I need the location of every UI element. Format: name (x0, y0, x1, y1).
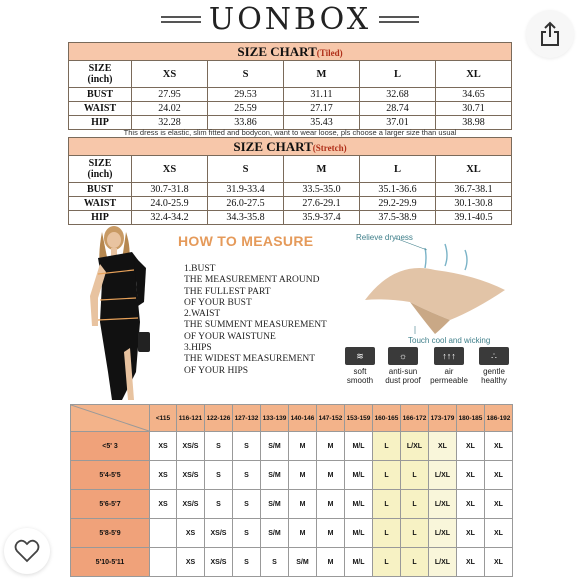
size-cell: L (401, 461, 429, 490)
height-label: 5'6-5'7 (71, 490, 150, 519)
size-cell: M (317, 548, 345, 577)
table-row (69, 88, 512, 102)
size-col: XL (436, 61, 512, 88)
fit-note: This dress is elastic, slim fitted and bodycon, want to wear loose, pls choose a larger size than usual (123, 128, 457, 137)
cell: 37.5-38.9 (360, 211, 436, 225)
size-cell: S (205, 432, 233, 461)
cell: 37.01 (360, 116, 436, 130)
brand-name: UONBOX (208, 1, 372, 37)
size-chart-stretch (68, 137, 512, 225)
size-cell: M (289, 461, 317, 490)
size-cell: L (401, 490, 429, 519)
feature-anti-sun (383, 347, 423, 385)
size-cell: L (401, 519, 429, 548)
size-cell: XL (429, 432, 457, 461)
size-cell: L/XL (429, 490, 457, 519)
size-cell: XL (457, 490, 485, 519)
cell: 34.65 (436, 88, 512, 102)
cell: 24.02 (132, 102, 208, 116)
size-cell: L (401, 548, 429, 577)
cell: 33.5-35.0 (284, 183, 360, 197)
share-icon (539, 21, 561, 47)
size-cell: M (317, 490, 345, 519)
size-cell: S (233, 519, 261, 548)
cell: 38.98 (436, 116, 512, 130)
cell: 24.0-25.9 (132, 197, 208, 211)
cell: 33.86 (208, 116, 284, 130)
size-cell: L (373, 461, 401, 490)
cell: 35.1-36.6 (360, 183, 436, 197)
row-label: WAIST (69, 197, 132, 211)
size-cell: XS/S (205, 548, 233, 577)
size-cell: L (373, 432, 401, 461)
dots-icon: ∴ (479, 347, 509, 365)
sun-icon: ☼ (388, 347, 418, 365)
size-cell: XS/S (177, 490, 205, 519)
size-cell: L (373, 519, 401, 548)
cell: 39.1-40.5 (436, 211, 512, 225)
size-cell: M (289, 490, 317, 519)
feature-line: dust proof (385, 376, 421, 385)
size-cell: M (317, 519, 345, 548)
cell: 32.68 (360, 88, 436, 102)
cell: 30.1-30.8 (436, 197, 512, 211)
cell: 26.0-27.5 (208, 197, 284, 211)
size-cell: S (261, 548, 289, 577)
size-cell: XL (485, 519, 513, 548)
feature-soft-smooth (342, 347, 378, 385)
size-header-row (69, 156, 512, 183)
cell: 27.95 (132, 88, 208, 102)
row-label: BUST (69, 88, 132, 102)
measure-line: THE MEASUREMENT AROUND (184, 275, 320, 286)
feature-air-permeable (428, 347, 470, 385)
weight-col: 153-159 (345, 405, 373, 432)
size-col: XS (132, 61, 208, 88)
cell: 27.17 (284, 102, 360, 116)
cell: 35.43 (284, 116, 360, 130)
height-label: 5'4-5'5 (71, 461, 150, 490)
size-header-row (69, 61, 512, 88)
table-row (71, 548, 513, 577)
size-cell: S (233, 548, 261, 577)
weight-col: <115 (150, 405, 177, 432)
model-photo (78, 222, 158, 404)
touch-cool-label: Touch cool and wicking (408, 336, 491, 345)
size-cell: XS/S (177, 461, 205, 490)
row-label: HIP (69, 116, 132, 130)
size-cell: M/L (345, 432, 373, 461)
cell: 34.3-35.8 (208, 211, 284, 225)
size-cell: S/M (261, 432, 289, 461)
measure-line: THE WIDEST MEASUREMENT (184, 354, 316, 365)
size-cell: XL (457, 461, 485, 490)
wave-lines-icon: ≋ (345, 347, 375, 365)
feature-line: air (444, 367, 454, 376)
size-col: M (284, 61, 360, 88)
size-cell: XL (485, 432, 513, 461)
cell: 27.6-29.1 (284, 197, 360, 211)
relieve-dryness-label: Relieve dryness (356, 233, 413, 242)
feature-line: smooth (346, 376, 374, 385)
size-cell: S (233, 432, 261, 461)
weight-col: 140-146 (289, 405, 317, 432)
height-label: 5'10-5'11 (71, 548, 150, 577)
size-label-cell: SIZE (inch) (69, 61, 132, 88)
fabric-illustration (355, 230, 515, 340)
size-cell: M/L (345, 548, 373, 577)
weight-col: 147-152 (317, 405, 345, 432)
size-col: S (208, 61, 284, 88)
weight-col: 160-165 (373, 405, 401, 432)
size-cell: XS (177, 548, 205, 577)
row-label: WAIST (69, 102, 132, 116)
size-cell: L (373, 490, 401, 519)
table-row (71, 519, 513, 548)
size-cell: XS/S (205, 519, 233, 548)
weight-col: 116-121 (177, 405, 205, 432)
feature-line: healthy (481, 376, 507, 385)
size-cell: M (289, 519, 317, 548)
size-cell: L/XL (429, 548, 457, 577)
cell: 30.7-31.8 (132, 183, 208, 197)
size-cell: XL (457, 548, 485, 577)
size-col: L (360, 61, 436, 88)
size-cell: S/M (261, 490, 289, 519)
size-col: XL (436, 156, 512, 183)
cell: 28.74 (360, 102, 436, 116)
size-cell: XS (150, 461, 177, 490)
feature-line: anti-sun (388, 367, 418, 376)
size-cell: XS (177, 519, 205, 548)
size-chart-tiled-title: SIZE CHART(Tiled) (69, 43, 512, 61)
size-cell: L/XL (401, 432, 429, 461)
table-row (69, 102, 512, 116)
table-row (69, 183, 512, 197)
size-col: XS (132, 156, 208, 183)
feature-line: gentle (483, 367, 505, 376)
feature-gentle-healthy (476, 347, 512, 385)
size-label-cell: SIZE (inch) (69, 156, 132, 183)
size-cell: S (233, 461, 261, 490)
cell: 31.11 (284, 88, 360, 102)
brand-left-rule (161, 16, 201, 23)
measure-line: 2.WAIST (184, 309, 221, 320)
size-cell: L (373, 548, 401, 577)
size-cell: S (205, 461, 233, 490)
size-cell: S/M (261, 519, 289, 548)
row-label: BUST (69, 183, 132, 197)
size-col: M (284, 156, 360, 183)
measure-line: 1.BUST (184, 264, 216, 274)
cell: 25.59 (208, 102, 284, 116)
measure-line: THE FULLEST PART (184, 286, 271, 297)
cell: 36.7-38.1 (436, 183, 512, 197)
weight-col: 127-132 (233, 405, 261, 432)
air-arrows-icon: ↑↑↑ (434, 347, 464, 365)
size-cell: S (233, 490, 261, 519)
how-to-measure-text (184, 264, 327, 377)
size-cell: XL (485, 461, 513, 490)
size-cell: S (205, 490, 233, 519)
size-cell: M (289, 432, 317, 461)
size-cell: M (317, 432, 345, 461)
size-cell: XL (485, 548, 513, 577)
size-cell: XL (457, 432, 485, 461)
weight-col: 122-126 (205, 405, 233, 432)
feature-line: soft (353, 367, 367, 376)
size-cell: M (317, 461, 345, 490)
size-cell: XL (485, 490, 513, 519)
how-to-measure-title: HOW TO MEASURE (178, 233, 314, 249)
cell: 32.4-34.2 (132, 211, 208, 225)
cell: 29.2-29.9 (360, 197, 436, 211)
size-chart-tiled (68, 42, 512, 130)
size-cell (150, 519, 177, 548)
size-cell: XL (457, 519, 485, 548)
weight-col: 186-192 (485, 405, 513, 432)
height-weight-grid (70, 404, 513, 577)
size-cell: XS (150, 432, 177, 461)
weight-header-row (71, 405, 513, 432)
measure-line: OF YOUR BUST (184, 297, 252, 308)
cell: 35.9-37.4 (284, 211, 360, 225)
size-cell: M/L (345, 490, 373, 519)
table-row (71, 490, 513, 519)
size-col: S (208, 156, 284, 183)
row-label: HIP (69, 211, 132, 225)
table-row (71, 461, 513, 490)
table-row (69, 197, 512, 211)
size-cell: XS (150, 490, 177, 519)
size-cell: M/L (345, 461, 373, 490)
cell: 29.53 (208, 88, 284, 102)
size-col: L (360, 156, 436, 183)
table-row (71, 432, 513, 461)
weight-col: 173-179 (429, 405, 457, 432)
size-cell (150, 548, 177, 577)
like-button[interactable] (4, 528, 50, 574)
brand-right-rule (379, 16, 419, 23)
cell: 30.71 (436, 102, 512, 116)
measure-line: THE SUMMENT MEASUREMENT (184, 320, 327, 331)
cell: 32.28 (132, 116, 208, 130)
weight-col: 180-185 (457, 405, 485, 432)
weight-col: 166-172 (401, 405, 429, 432)
height-label: 5'8-5'9 (71, 519, 150, 548)
corner-diagonal (71, 405, 149, 431)
measure-line: 3.HIPS (184, 343, 212, 354)
measure-line: OF YOUR WAISTUNE (184, 331, 276, 342)
size-chart-stretch-title: SIZE CHART(Stretch) (69, 138, 512, 156)
cell: 31.9-33.4 (208, 183, 284, 197)
measure-line: OF YOUR HIPS (184, 365, 249, 376)
weight-col: 133-139 (261, 405, 289, 432)
size-cell: M/L (345, 519, 373, 548)
size-cell: S/M (289, 548, 317, 577)
size-cell: L/XL (429, 461, 457, 490)
size-cell: S/M (261, 461, 289, 490)
feature-line: permeable (430, 376, 468, 385)
size-cell: XS/S (177, 432, 205, 461)
height-label: <5' 3 (71, 432, 150, 461)
brand-header (0, 0, 580, 38)
grid-corner (71, 405, 150, 432)
heart-icon (14, 539, 40, 563)
size-cell: L/XL (429, 519, 457, 548)
share-button[interactable] (526, 10, 574, 58)
